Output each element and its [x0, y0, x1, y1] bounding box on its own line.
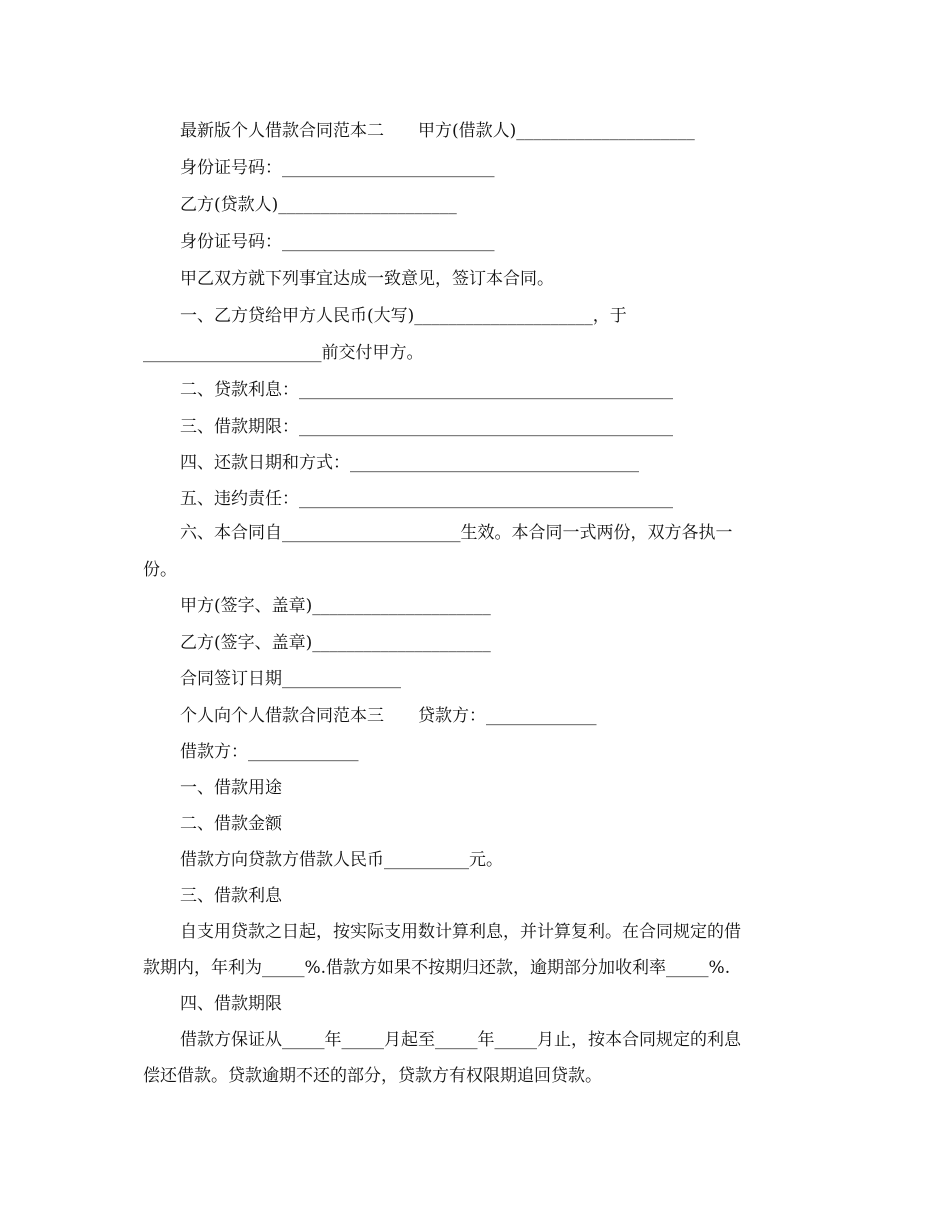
- contract-title-3: 个人向个人借款合同范本三 贷款方：_____________: [180, 706, 597, 726]
- signing-date: 合同签订日期______________: [180, 669, 401, 689]
- borrower-line: 借款方：_____________: [180, 742, 359, 762]
- party-b-line: 乙方(贷款人)_____________________: [180, 195, 457, 215]
- agreement-intro: 甲乙双方就下列事宜达成一致意见，签订本合同。: [180, 269, 554, 289]
- section-loan-interest: 三、借款利息: [180, 886, 282, 906]
- section-loan-term: 四、借款期限: [180, 994, 282, 1014]
- party-a-id-line: 身份证号码：_________________________: [180, 158, 495, 178]
- clause-3: 三、借款期限：____________________________________________: [180, 417, 673, 437]
- term-text-line-2: 偿还借款。贷款逾期不还的部分，贷款方有权限期追回贷款。: [143, 1066, 602, 1086]
- section-loan-amount: 二、借款金额: [180, 814, 282, 834]
- term-text-line-1: 借款方保证从_____年_____月起至_____年_____月止，按本合同规定的利息: [180, 1030, 741, 1050]
- clause-2: 二、贷款利息：____________________________________________: [180, 380, 673, 400]
- clause-1: 一、乙方贷给甲方人民币(大写)_____________________，于: [180, 306, 627, 326]
- clause-4: 四、还款日期和方式：__________________________________: [180, 453, 639, 473]
- party-b-signature: 乙方(签字、盖章)_____________________: [180, 633, 491, 653]
- party-a-signature: 甲方(签字、盖章)_____________________: [180, 596, 491, 616]
- clause-5: 五、违约责任：____________________________________________: [180, 489, 673, 509]
- contract-title-2: 最新版个人借款合同范本二 甲方(借款人)_____________________: [180, 121, 695, 141]
- clause-6: 六、本合同自_____________________生效。本合同一式两份，双方各执一: [180, 523, 733, 543]
- interest-text-line-1: 自支用贷款之日起，按实际支用数计算利息，并计算复利。在合同规定的借: [180, 922, 741, 942]
- loan-amount-text: 借款方向贷款方借款人民币__________元。: [180, 850, 503, 870]
- clause-6-continued: 份。: [143, 560, 177, 580]
- party-b-id-line: 身份证号码：_________________________: [180, 232, 495, 252]
- interest-text-line-2: 款期内，年利为_____%.借款方如果不按期归还款，逾期部分加收利率_____%.: [143, 958, 731, 978]
- section-loan-purpose: 一、借款用途: [180, 778, 282, 798]
- clause-1-continued: _____________________前交付甲方。: [143, 343, 424, 363]
